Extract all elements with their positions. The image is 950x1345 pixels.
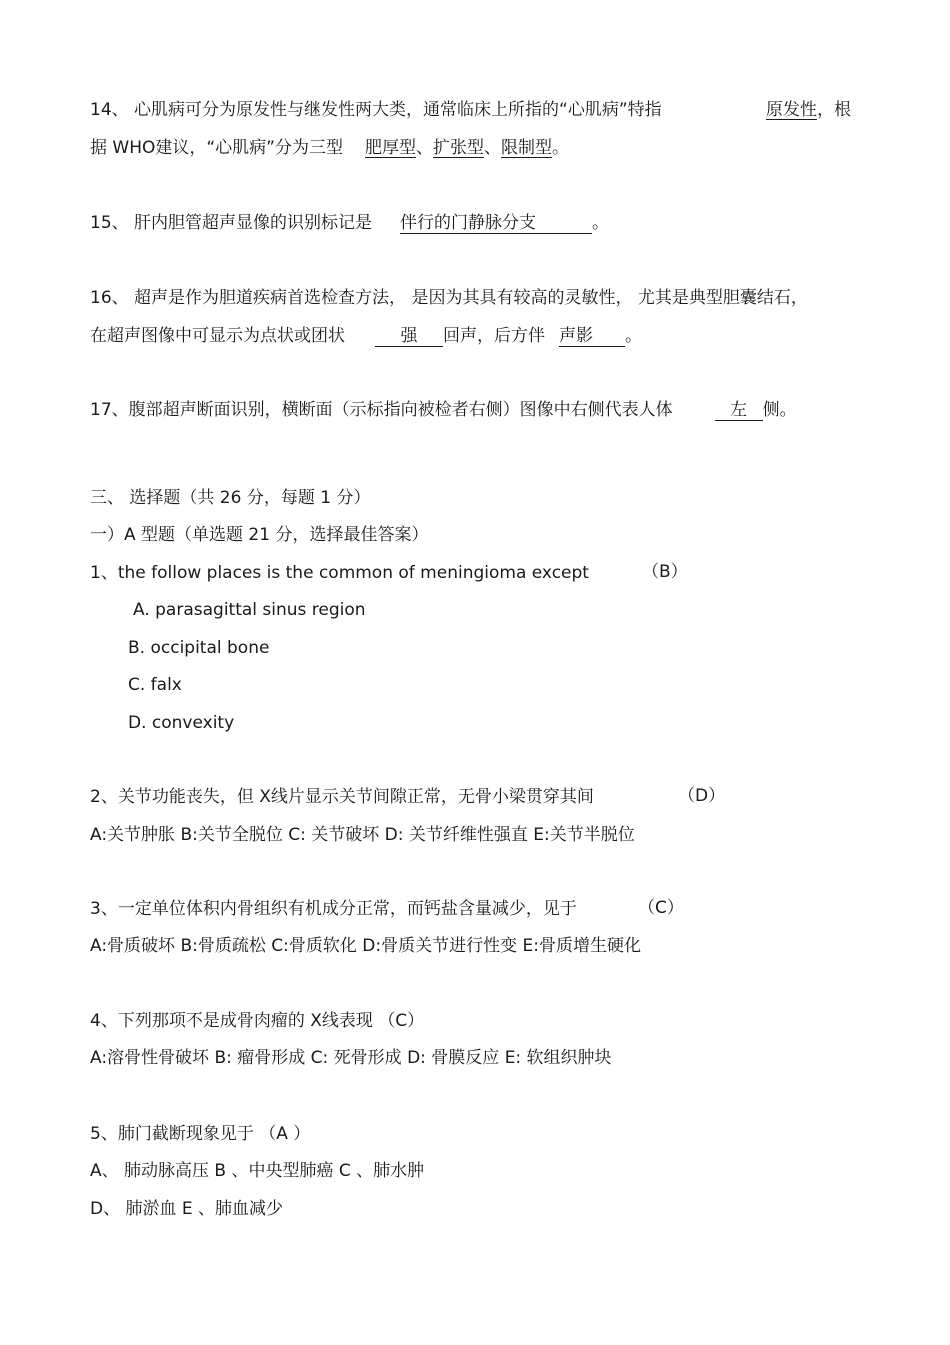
q14-answer-3: 扩张型 [433,138,484,158]
mc3-answer [638,897,684,919]
q17-line [90,399,797,421]
q16-answer-2: 声影 [559,326,625,347]
q16-end: 。 [625,326,642,346]
mc5-options-line2-text: D、 肺淤血 E 、肺血减少 [90,1199,284,1219]
section-title [90,487,370,509]
section-subtitle [90,524,428,546]
q16-answer-1: 强 [375,326,443,347]
q16-line2-start: 在超声图像中可显示为点状或团状 [90,326,345,346]
mc3-options [90,935,641,957]
q14-line1-answer [766,99,851,121]
mc4-question-text: 4、下列那项不是成骨肉瘤的 X线表现 （C） [90,1011,425,1031]
q17-answer: 左 [715,400,763,421]
mc2-answer-text: （D） [678,786,726,806]
q14-line2-start: 据 WHO建议，“心肌病”分为三型 [90,138,343,158]
mc3-answer-text: （C） [638,898,684,918]
mc1-option-a [133,599,366,621]
q15-answer: 伴行的门静脉分支 [400,213,592,234]
mc1-option-d-text: D. convexity [128,713,235,733]
mc2-question-text: 2、关节功能丧失，但 X线片显示关节间隙正常，无骨小梁贯穿其间 [90,787,594,807]
q14-line1 [90,99,662,121]
mc2-answer [678,785,725,807]
mc1-option-a-text: A. parasagittal sinus region [133,600,366,620]
q15-line [90,212,609,234]
mc3-question-text: 3、一定单位体积内骨组织有机成分正常，而钙盐含量减少，见于 [90,899,577,919]
mc4-question [90,1010,424,1032]
q14-line2 [90,137,569,159]
mc1-option-c [128,674,182,696]
q16-line1 [90,287,808,309]
q14-answer-4: 限制型 [501,138,552,158]
q15-end: 。 [592,213,610,233]
mc2-options [90,824,635,846]
mc4-options [90,1047,612,1069]
mc3-options-text: A:骨质破坏 B:骨质疏松 C:骨质软化 D:骨质关节进行性变 E:骨质增生硬化 [90,936,641,956]
mc5-question-text: 5、肺门截断现象见于 （A ） [90,1124,311,1144]
q14-sep-2: 、 [484,138,501,158]
mc5-options-line1 [90,1160,424,1182]
section-subtitle-text: 一）A 型题（单选题 21 分，选择最佳答案） [90,525,429,545]
q16-text: 16、 超声是作为胆道疾病首选检查方法， 是因为其具有较高的灵敏性， 尤其是典型胆囊结石， [90,288,808,308]
mc1-answer-text: （B） [642,562,688,582]
mc5-options-line2 [90,1198,283,1220]
mc1-option-b [128,637,269,659]
q16-line2 [90,325,642,347]
mc3-question [90,898,577,920]
mc1-option-d [128,712,234,734]
mc1-option-b-text: B. occipital bone [128,638,270,658]
mc2-question [90,786,594,808]
q15-text: 15、 肝内胆管超声显像的识别标记是 [90,213,373,233]
mc2-options-text: A:关节肿胀 B:关节全脱位 C: 关节破坏 D: 关节纤维性强直 E:关节半脱位 [90,825,635,845]
q14-text: 14、 心肌病可分为原发性与继发性两大类，通常临床上所指的“心肌病”特指 [90,100,662,120]
mc1-question-text: 1、the follow places is the common of meningioma except [90,563,589,583]
mc1-answer [642,561,688,583]
q17-text: 17、腹部超声断面识别，横断面（示标指向被检者右侧）图像中右侧代表人体 [90,400,673,420]
mc4-options-text: A:溶骨性骨破坏 B: 瘤骨形成 C: 死骨形成 D: 骨膜反应 E: 软组织肿块 [90,1048,612,1068]
q14-line2-end: 。 [552,138,569,158]
q16-mid: 回声，后方伴 [443,326,545,346]
q17-end: 侧。 [762,400,797,420]
mc1-option-c-text: C. falx [128,675,182,695]
section-title-text: 三、 选择题（共 26 分，每题 1 分） [90,488,371,508]
mc1-question [90,562,589,584]
q14-sep-1: 、 [416,138,433,158]
mc5-question [90,1123,310,1145]
q14-line1-end: ，根 [817,100,851,120]
q14-answer-2: 肥厚型 [365,138,416,158]
mc5-options-line1-text: A、 肺动脉高压 B 、中央型肺癌 C 、肺水肿 [90,1161,425,1181]
q14-answer-1: 原发性 [766,100,817,120]
